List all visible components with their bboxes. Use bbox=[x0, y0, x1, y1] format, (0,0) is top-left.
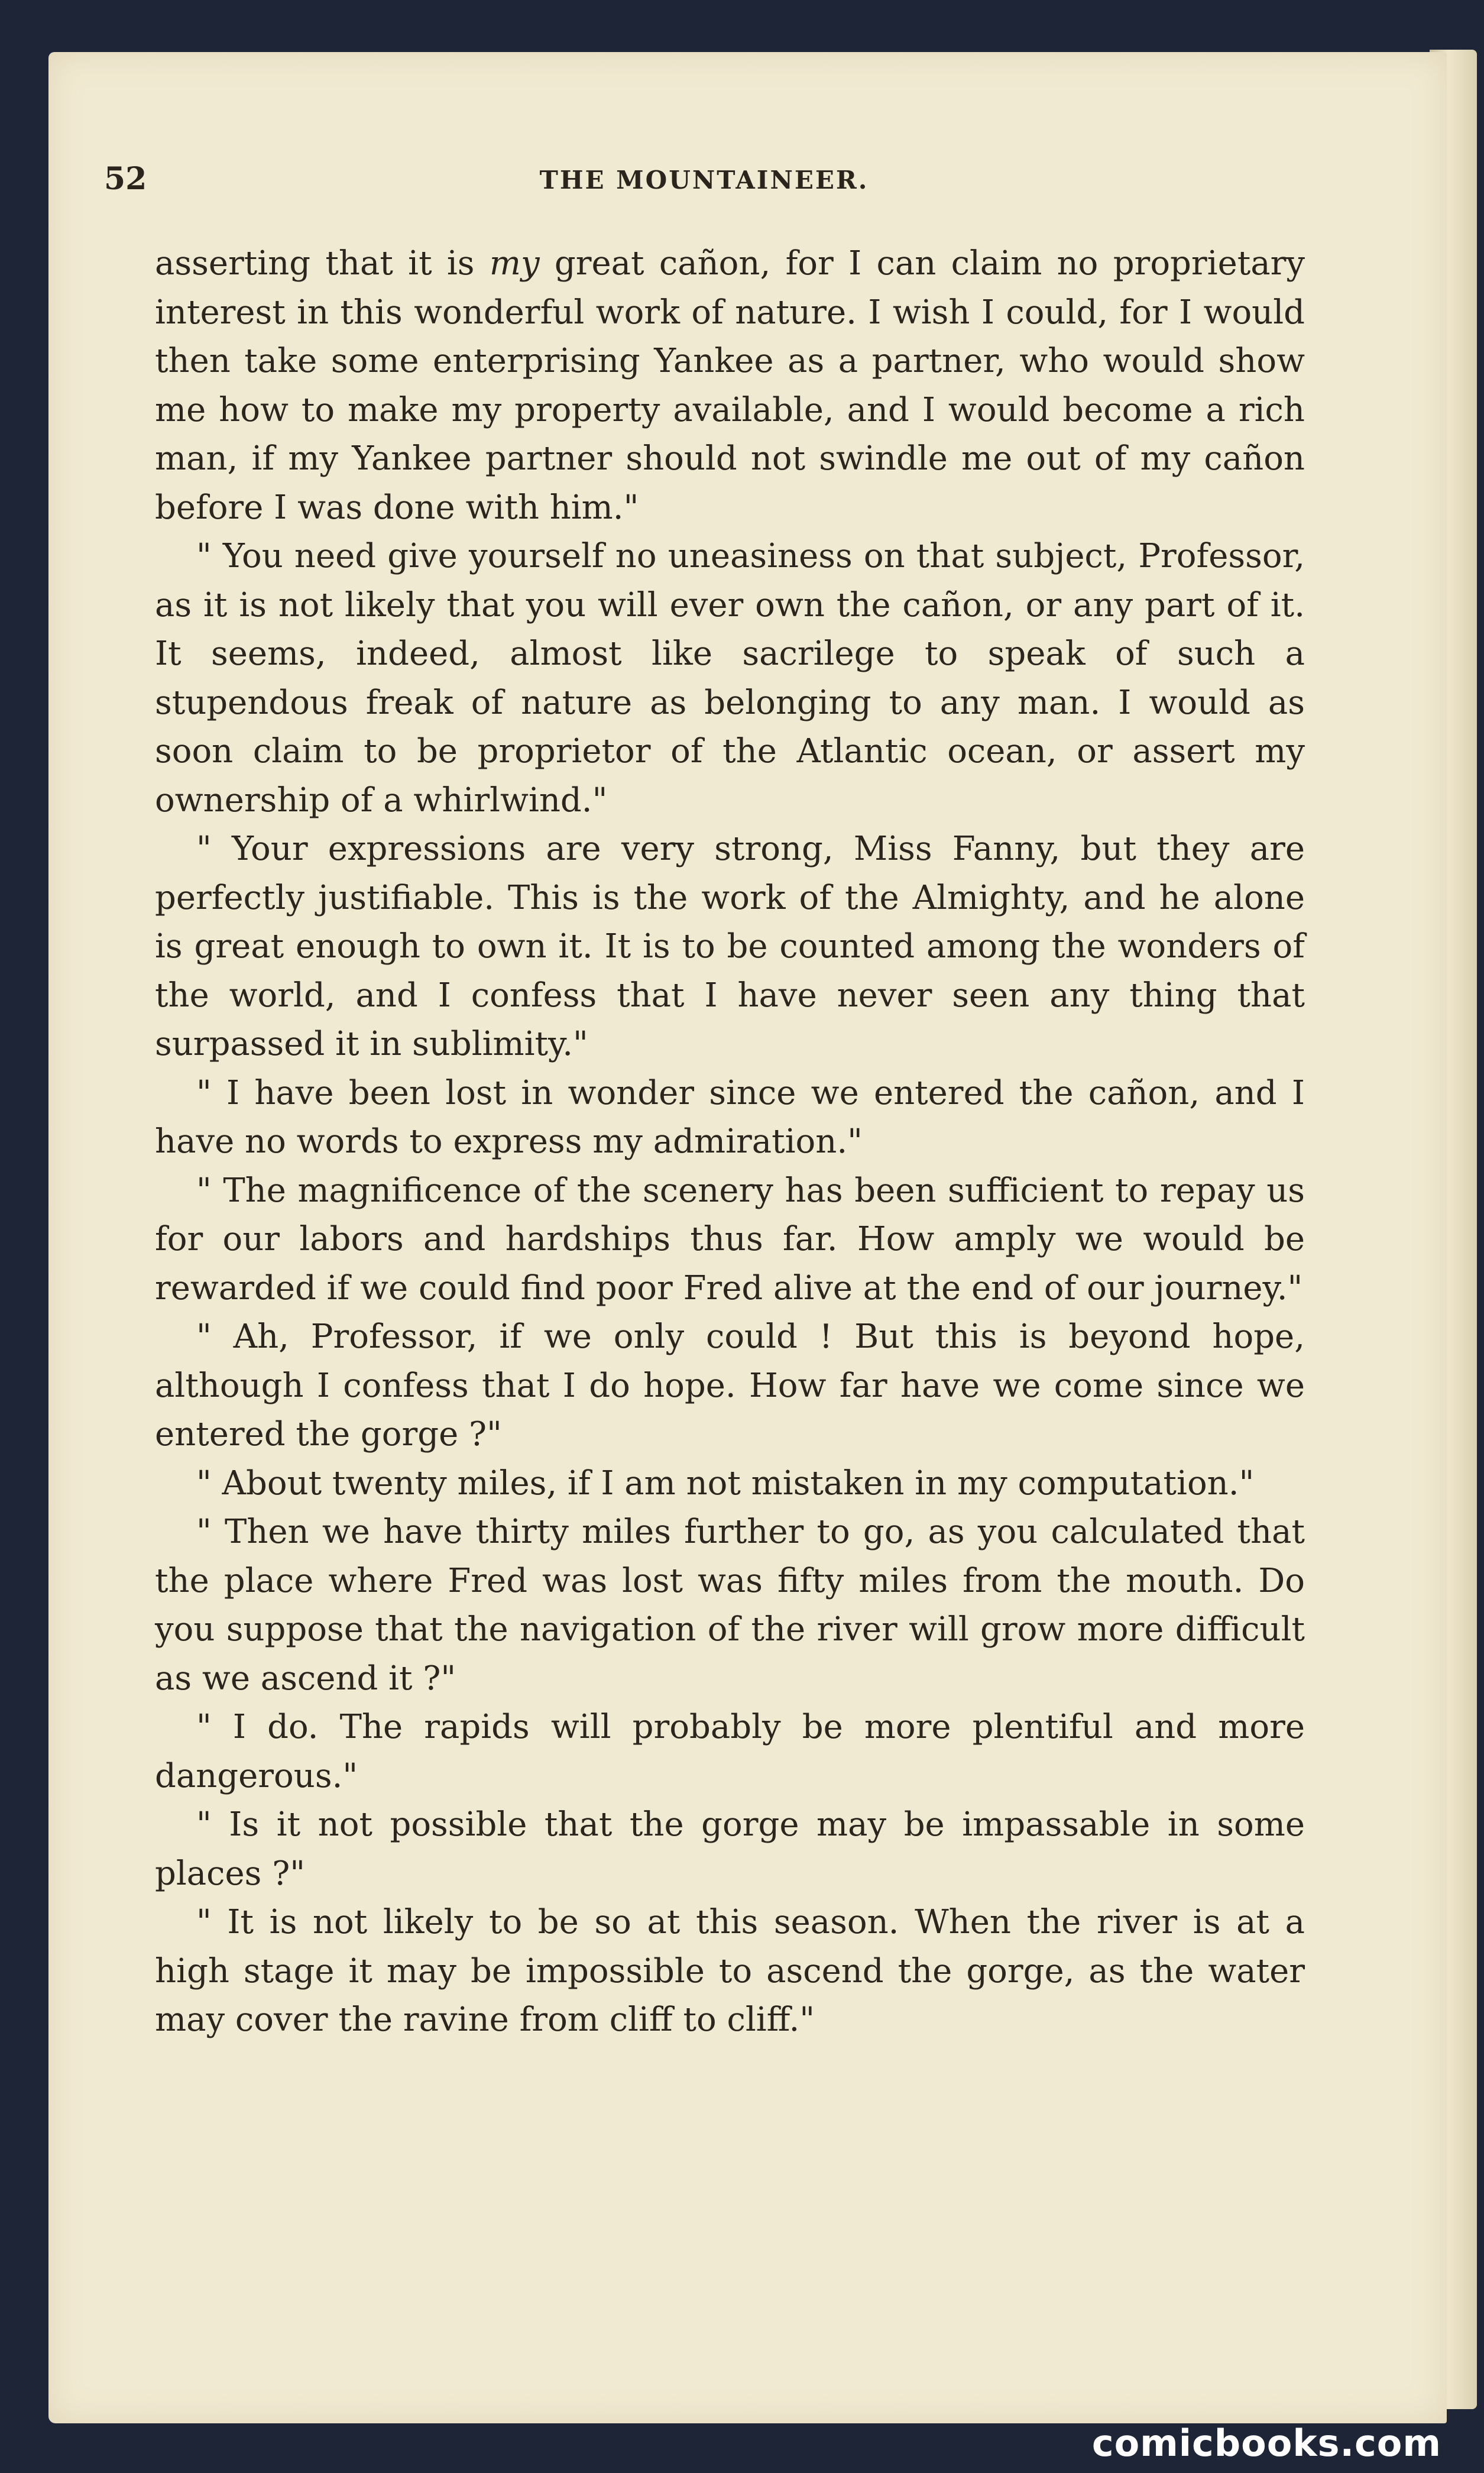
paragraph: " I have been lost in wonder since we entered the cañon, and I have no words to express my admiration." bbox=[155, 1073, 1305, 1161]
emphasis: my bbox=[489, 244, 540, 283]
paragraph: asserting that it is my great cañon, for I can claim no proprietary interest in this wonderful work of nature. I wish I could, for I would then take some enterprising Yankee as a partner, who would show me how to make my property available, and I would become a rich man, if my Yankee partner should not swindle me out of my cañon before I was done with him." bbox=[155, 244, 1305, 527]
paragraph: " About twenty miles, if I am not mistaken in my computation." bbox=[196, 1464, 1255, 1503]
paragraph: " Then we have thirty miles further to go, as you calculated that the place where Fred was lost was fifty miles from the mouth. Do you suppose that the navigation of the river will grow more difficult as we ascend it ?" bbox=[155, 1513, 1305, 1698]
page-header bbox=[104, 161, 1304, 208]
running-head: THE MOUNTAINEER. bbox=[539, 166, 869, 195]
page-number: 52 bbox=[104, 161, 147, 197]
body-text bbox=[155, 239, 1305, 2045]
paragraph: " Is it not possible that the gorge may be impassable in some places ?" bbox=[155, 1805, 1305, 1893]
paragraph: " You need give yourself no uneasiness on that subject, Professor, as it is not likely that you will ever own the cañon, or any part of it. It seems, indeed, almost like sacrilege to speak of such a stupendous freak of nature as belonging to any man. I would as soon claim to be proprietor of the Atlantic ocean, or assert my ownership of a whirlwind." bbox=[155, 537, 1305, 820]
watermark: comicbooks.com bbox=[1091, 2422, 1441, 2465]
paragraph: " I do. The rapids will probably be more plentiful and more dangerous." bbox=[155, 1708, 1305, 1795]
paragraph: " The magnificence of the scenery has been sufficient to repay us for our labors and hardships thus far. How amply we would be rewarded if we could find poor Fred alive at the end of our journey." bbox=[155, 1171, 1305, 1307]
paragraph: " Your expressions are very strong, Miss Fanny, but they are perfectly justifiable. This is the work of the Almighty, and he alone is great enough to own it. It is to be counted among the wonders of the world, and I confess that I have never seen any thing that surpassed it in sublimity." bbox=[155, 830, 1305, 1063]
paragraph: " It is not likely to be so at this season. When the river is at a high stage it may be impossible to ascend the gorge, as the water may cover the ravine from cliff to cliff." bbox=[155, 1903, 1305, 2039]
paragraph: " Ah, Professor, if we only could ! But this is beyond hope, although I confess that I do hope. How far have we come since we entered the gorge ?" bbox=[155, 1318, 1305, 1454]
